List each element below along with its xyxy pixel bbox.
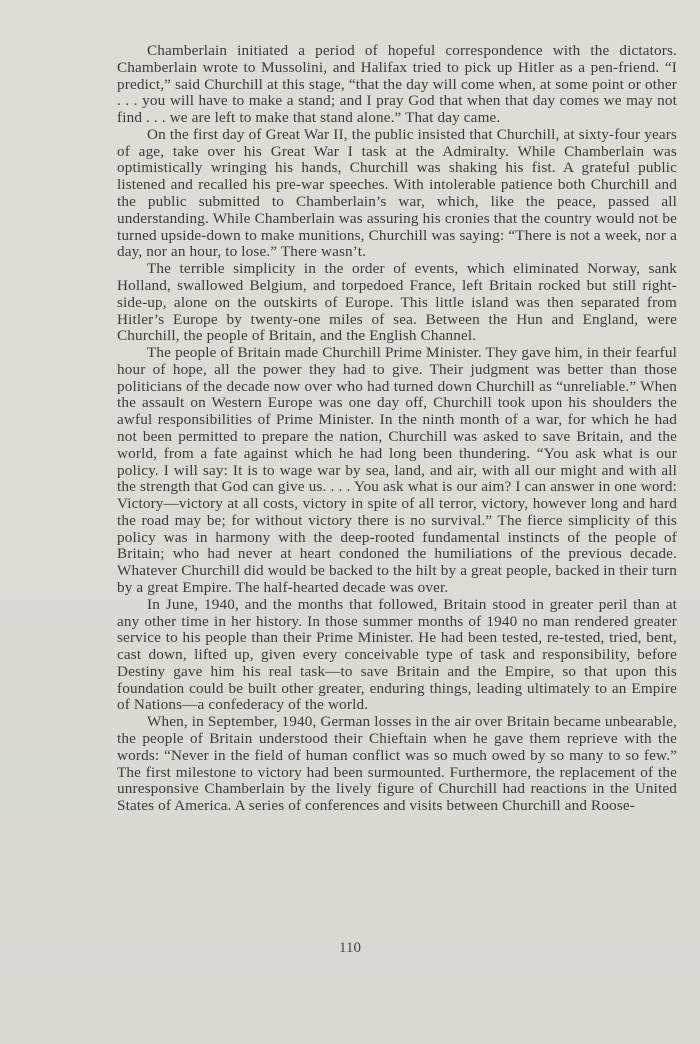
paragraph-1: Chamberlain initiated a period of hopeful correspondence with the dictators. Chamberlain wrote to Mussolini, and Halifax tried to pick up Hitler as a pen-friend. “I predict,” said Churchill at this stage, “that the day will come when, at some point or other . . . you will have to make a stand; and I pray God that when that day comes we may not find . . . we are left to make that stand alone.” That day came. [117,42,677,127]
paragraph-5: In June, 1940, and the months that followed, Britain stood in greater peril than at any other time in her history. In those summer months of 1940 no man rendered greater service to his people than their Prime Minister. He had been tested, re-tested, tried, bent, cast down, lifted up, given every conceivable type of task and responsibility, before Destiny gave him his real task—to save Britain and the Empire, so that upon this foundation could be built other greater, enduring things, leading ultimately to an Empire of Nations—a confederacy of the world. [117,595,677,714]
paragraph-2: On the first day of Great War II, the public insisted that Churchill, at sixty-four years of age, take over his Great War I task at the Admiralty. While Chamberlain was optimistically wringing his hands, Churchill was shaking his fist. A grateful public listened and recalled his pre-war speeches. With intolerable patience both Churchill and the public submitted to Chamberlain’s war, which, like the peace, passed all understanding. While Chamberlain was assuring his cronies that the country would not be turned upside-down to make munitions, Churchill was saying: “There is not a week, nor a day, nor an hour, to lose.” There wasn’t. [117,125,677,261]
paragraph-4: The people of Britain made Churchill Prime Minister. They gave him, in their fearful hour of hope, all the power they had to give. Their judgment was better than those politicians of the decade now over who had turned down Churchill as “unreliable.” When the assault on Western Europe was one day off, Churchill took upon his shoulders the awful responsibilities of Prime Minister. In the ninth month of a war, for which he had not been permitted to prepare the nation, Churchill was asked to save Britain, and the world, from a fate against which he had long been thundering. “You ask what is our policy. I will say: It is to wage war by sea, land, and air, with all our might and with all the strength that God can give us. . . . You ask what is our aim? I can answer in one word: Victory—victory at all costs, victory in spite of all terror, victory, however long and hard the road may be; for without victory there is no survival.” The fierce simplicity of this policy was in harmony with the deep-rooted fundamental instincts of the people of Britain; who had never at heart condoned the humiliations of the previous decade. Whatever Churchill did would be backed to the hilt by a great people, backed in their turn by a great Empire. The half-hearted decade was over. [117,344,677,596]
paragraph-3: The terrible simplicity in the order of events, which eliminated Norway, sank Holland, swallowed Belgium, and torpedoed France, left Britain rocked but still right-side-up, alone on the outskirts of Europe. This little island was then separated from Hitler’s Europe by twenty-one miles of sea. Between the Hun and England, were Churchill, the people of Britain, and the English Channel. [117,260,677,345]
page-number: 110 [339,940,361,956]
body-text [117,43,677,815]
paragraph-6: When, in September, 1940, German losses in the air over Britain became unbearable, the people of Britain understood their Chieftain when he gave them reprieve with the words: “Never in the field of human conflict was so much owed by so many to so few.” The first milestone to victory had been surmounted. Furthermore, the replacement of the unresponsive Chamberlain by the lively figure of Churchill had reactions in the United States of America. A series of conferences and visits between Churchill and Roose- [117,713,677,815]
